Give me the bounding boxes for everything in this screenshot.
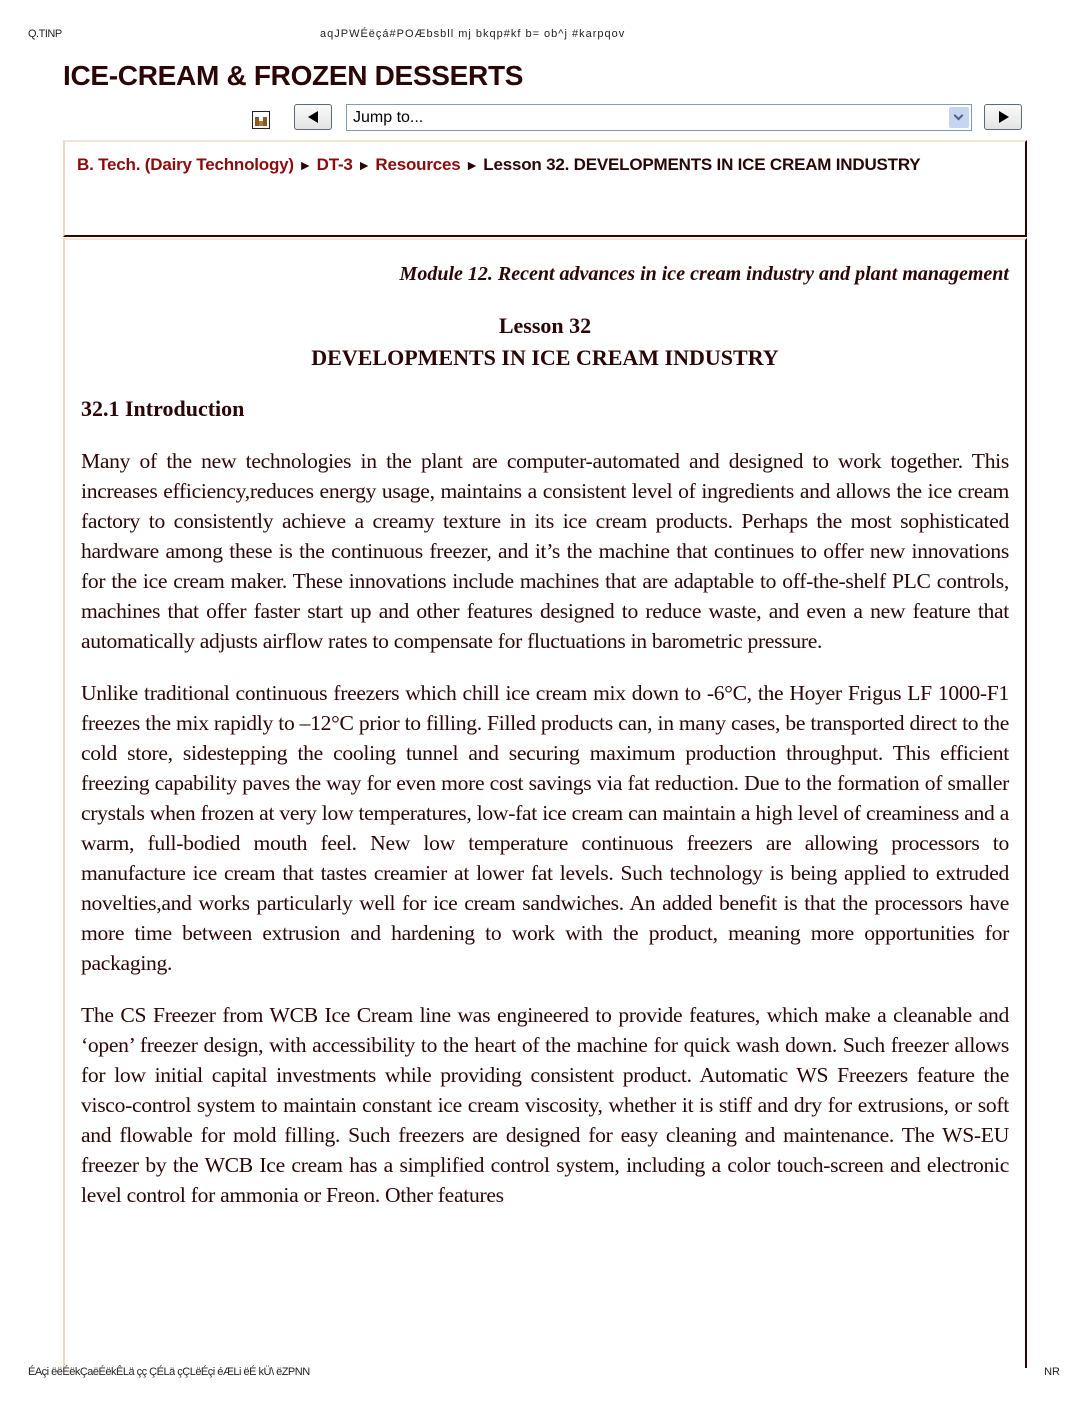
arrow-right-icon bbox=[999, 111, 1009, 123]
page-number: NR bbox=[1044, 1366, 1060, 1378]
chevron-down-icon[interactable] bbox=[949, 107, 969, 128]
section-heading: 32.1 Introduction bbox=[81, 396, 245, 421]
jump-to-label: Jump to... bbox=[353, 109, 424, 126]
previous-button[interactable] bbox=[294, 104, 332, 130]
paragraph: Unlike traditional continuous freezers which chill ice cream mix down to -6°C, the Hoyer Frigus LF 1000-F1 freezes the mix rapidly to –12°C prior to filling. Filled products can, in many cases, be transported direct to the cold store, sidestepping the cooling tunnel and securing maximum production throughput. This efficient freezing capability paves the way for even more cost savings via fat reduction. Due to the formation of smaller crystals when frozen at very low temperatures, low-fat ice cream can maintain a high level of creaminess and a warm, full-bodied mouth feel. New low temperature continuous freezers are allowing processors to manufacture ice cream that tastes creamier at lower fat levels. Such technology is being applied to extruded novelties,and works particularly well for ice cream sandwiches. An added benefit is that the processors have more time between extrusion and hardening to work with the product, meaning more opportunities for packaging. bbox=[81, 681, 1009, 975]
lesson-navigation-bar bbox=[252, 103, 1027, 133]
breadcrumb-box bbox=[63, 140, 1027, 237]
breadcrumb-current: Lesson 32. DEVELOPMENTS IN ICE CREAM INDUSTRY bbox=[483, 155, 921, 174]
site-title: ICE-CREAM & FROZEN DESSERTS bbox=[63, 60, 524, 91]
print-header-left: Q.TINP bbox=[28, 28, 62, 40]
lesson-number: Lesson 32 bbox=[498, 313, 592, 338]
paragraph: The CS Freezer from WCB Ice Cream line was engineered to provide features, which make a cleanable and ‘open’ freezer design, with accessibility to the heart of the machine for quick wash down. Such freezer allows for low initial capital investments while providing consistent product. Automatic WS Freezers feature the visco-control system to maintain constant ice cream viscosity, whether it is stiff and dry for extrusions, or soft and flowable for mold filling. Such freezers are designed for easy cleaning and maintenance. The WS-EU freezer by the WCB Ice cream has a simplified control system, including a color touch-screen and electronic level control for ammonia or Freon. Other features bbox=[81, 1003, 1009, 1207]
breadcrumb bbox=[77, 154, 1011, 176]
breadcrumb-link-btech[interactable]: B. Tech. (Dairy Technology) bbox=[77, 155, 294, 174]
lesson-content-box bbox=[63, 238, 1027, 1368]
module-title: Module 12. Recent advances in ice cream industry and plant management bbox=[399, 263, 1009, 285]
jump-to-select[interactable] bbox=[346, 104, 972, 131]
breadcrumb-link-dt3[interactable]: DT-3 bbox=[316, 155, 353, 174]
print-header bbox=[28, 28, 1060, 44]
save-report-icon[interactable] bbox=[252, 111, 270, 129]
breadcrumb-link-resources[interactable]: Resources bbox=[375, 155, 461, 174]
print-footer-left: ÉAçi ëëÉëkÇaëÉëkÊLä çç ÇÉLä çÇLëÉçi éÆLi ëÉ kÜ\ ëZPNN bbox=[28, 1366, 310, 1378]
lesson-title: DEVELOPMENTS IN ICE CREAM INDUSTRY bbox=[311, 345, 779, 370]
lesson-heading bbox=[81, 310, 1009, 374]
paragraph: Many of the new technologies in the plant are computer-automated and designed to work together. This increases efficiency,reduces energy usage, maintains a consistent level of ingredients and allows the ice cream factory to consistently achieve a creamy texture in its ice cream products. Perhaps the most sophisticated hardware among these is the continuous freezer, and it’s the machine that continues to offer new innovations for the ice cream maker. These innovations include machines that are adaptable to off-the-shelf PLC controls, machines that offer faster start up and other features designed to reduce waste, and even a new feature that automatically adjusts airflow rates to compensate for fluctuations in barometric pressure. bbox=[81, 449, 1009, 653]
lesson-content bbox=[81, 240, 1009, 1210]
print-footer bbox=[28, 1366, 1060, 1382]
breadcrumb-separator-icon: ► bbox=[357, 157, 371, 173]
arrow-left-icon bbox=[308, 111, 318, 123]
breadcrumb-separator-icon: ► bbox=[465, 157, 479, 173]
next-button[interactable] bbox=[984, 104, 1022, 130]
breadcrumb-separator-icon: ► bbox=[298, 157, 313, 173]
print-header-center: aqJPWÉëçá#POÆbsbll mj bkqp#kf b= ob^j #karpqov bbox=[320, 28, 626, 40]
